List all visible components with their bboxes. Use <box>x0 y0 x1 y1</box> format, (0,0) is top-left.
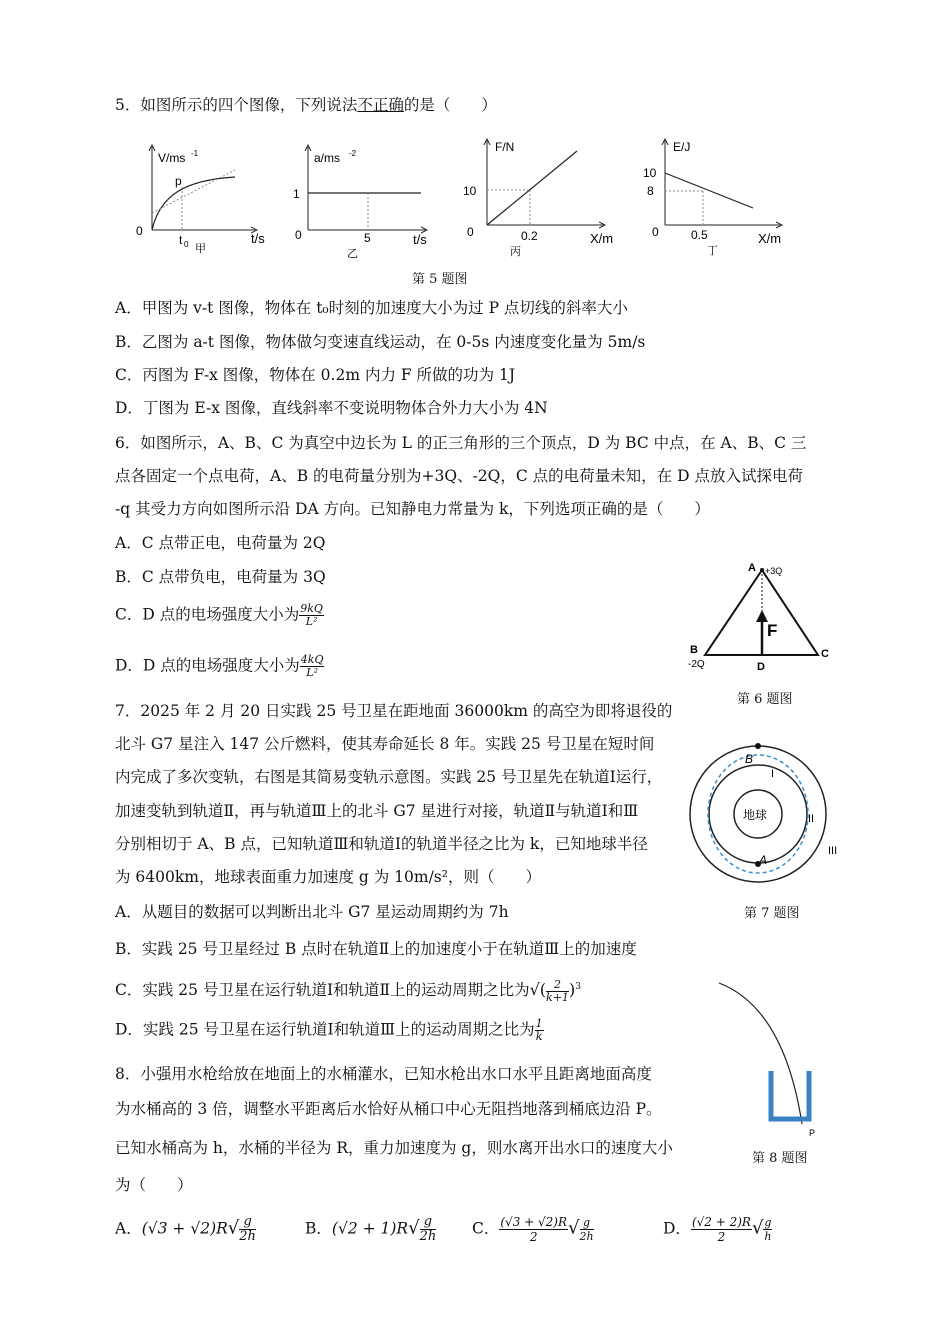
q6-option-a: A．C 点带正电，电荷量为 2Q <box>115 534 326 552</box>
q6-stem-line2: 点各固定一个点电荷，A、B 的电荷量分别为+3Q、-2Q，C 点的电荷量未知，在 D 点放入试探电荷 <box>115 467 803 485</box>
q8-d-den: 2 <box>717 1230 726 1244</box>
jia-tick: t <box>179 233 183 247</box>
q8-a-coef: (√3 + √2)R <box>141 1219 228 1238</box>
q7-d-den: k <box>535 1030 543 1043</box>
ding-y-tick-1: 10 <box>643 166 657 180</box>
q5-figure-caption: 第 5 题图 <box>412 272 468 287</box>
bing-origin: 0 <box>467 225 474 239</box>
q5-option-b: B．乙图为 a-t 图像，物体做匀变速直线运动，在 0-5s 内速度变化量为 5m/s <box>115 333 646 351</box>
q7-stem-line4: 加速变轨到轨道Ⅱ，再与轨道Ⅲ上的北斗 G7 星进行对接，轨道Ⅱ与轨道Ⅰ和Ⅲ <box>115 802 639 820</box>
yi-x-tick: 5 <box>364 231 371 245</box>
q6-option-b: B．C 点带负电，电荷量为 3Q <box>115 568 326 586</box>
q8-b-num: g <box>420 1215 437 1230</box>
jia-curve <box>152 177 235 230</box>
yi-origin: 0 <box>295 228 302 242</box>
q8-stem-line4: 为（ ） <box>115 1176 193 1194</box>
jia-xlabel: t/s <box>251 231 265 246</box>
q6-force-label: F <box>767 621 778 640</box>
q8-stem-line1: 8．小强用水枪给放在地面上的水桶灌水，已知水枪出水口水平且距离地面高度 <box>115 1065 652 1083</box>
ding-y-tick-2: 8 <box>647 184 654 198</box>
q7-c-num: 2 <box>546 979 569 992</box>
q6-d-den: L² <box>306 666 318 679</box>
graph-ding <box>643 140 781 257</box>
q8-c-num: (√3 + √2)R <box>500 1215 568 1229</box>
jia-name: 甲 <box>195 243 206 255</box>
graph-bing <box>463 140 613 258</box>
q7-option-c: C．实践 25 号卫星在运行轨道Ⅰ和轨道Ⅱ上的运动周期之比为√( $\frac{2}{k+1}$ )$^3$ <box>115 977 581 1004</box>
q6-c-num: 9kQ <box>300 602 323 615</box>
q7-label-b: B <box>745 752 754 766</box>
q6-figure-caption: 第 6 题图 <box>737 692 793 707</box>
q6-charge-b: -2Q <box>688 659 705 670</box>
yi-y-tick: 1 <box>293 187 300 201</box>
graph-yi <box>293 147 427 260</box>
q7-c-exp: 3 <box>575 982 581 992</box>
jia-tangent <box>152 170 235 213</box>
q8-bucket <box>771 1071 809 1119</box>
jia-ylabel-sup: -1 <box>191 149 199 158</box>
q5-option-a: A．甲图为 v-t 图像，物体在 t₀时刻的加速度大小为过 P 点切线的斜率大小 <box>115 299 628 317</box>
q7-option-b: B．实践 25 号卫星经过 B 点时在轨道Ⅱ上的加速度小于在轨道Ⅲ上的加速度 <box>115 940 637 958</box>
q6-label-b: B <box>690 644 698 656</box>
jia-point-label: p <box>175 174 182 188</box>
q8-figure-caption: 第 8 题图 <box>752 1151 808 1166</box>
q8-b-den: 2h <box>419 1229 437 1244</box>
q7-label-orbit2: II <box>808 813 815 825</box>
q8-water-trajectory <box>719 983 802 1124</box>
q7-earth-label: 地球 <box>743 808 768 822</box>
q6-stem-line1: 6．如图所示，A、B、C 为真空中边长为 L 的正三角形的三个顶点，D 为 BC 中点，在 A、B、C 三 <box>115 434 807 452</box>
q6-option-c: C．D 点的电场强度大小为 $\frac{9kQ}{\text{L²}}$ <box>115 602 323 628</box>
q7-stem-line1: 7．2025 年 2 月 20 日实践 25 号卫星在距地面 36000km 的高空为即将退役的 <box>115 702 673 720</box>
q6-label-c: C <box>821 648 829 660</box>
ding-name: 丁 <box>707 245 718 257</box>
q8-stem-line3: 已知水桶高为 h，水桶的半径为 R，重力加速度为 g，则水离开出水口的速度大小 <box>115 1139 673 1157</box>
q7-label-a: A <box>759 853 768 867</box>
bing-x-tick: 0.2 <box>521 229 538 243</box>
q7-option-d: D．实践 25 号卫星在运行轨道Ⅰ和轨道Ⅲ上的运动周期之比为 $\frac{1}{k}$ <box>115 1017 543 1043</box>
q7-label-orbit3: III <box>828 845 838 857</box>
bing-y-tick: 10 <box>463 184 477 198</box>
bing-ylabel: F/N <box>495 140 515 154</box>
jia-origin: 0 <box>136 224 143 238</box>
q7-stem-line6: 为 6400km，地球表面重力加速度 g 为 10m/s²，则（ ） <box>115 868 541 886</box>
q7-stem-line3: 内完成了多次变轨，右图是其简易变轨示意图。实践 25 号卫星先在轨道Ⅰ运行， <box>115 768 663 786</box>
q5-figure <box>125 135 805 265</box>
q8-d-rden: h <box>764 1230 772 1243</box>
q8-a-num: g <box>239 1215 256 1230</box>
yi-name: 乙 <box>347 248 358 260</box>
q8-b-coef: (√2 + 1)R <box>331 1219 409 1238</box>
q8-option-c: C． $\frac{(√3 + √2)R}{2}$ √ $\frac{g}{2h}$ <box>472 1215 594 1244</box>
q6-c-den: L² <box>305 615 318 628</box>
q7-label-orbit1: I <box>771 768 775 780</box>
q8-stem-line2: 为水桶高的 3 倍，调整水平距离后水恰好从桶口中心无阻挡地落到桶底边沿 P。 <box>115 1100 662 1118</box>
q6-d-num: 4kQ <box>300 653 324 666</box>
bing-xlabel: X/m <box>590 231 614 246</box>
q8-option-d: D． $\frac{(√2 + 2)R}{2}$ √ $\frac{g}{h}$ <box>663 1215 772 1244</box>
q8-a-den: 2h <box>239 1229 256 1244</box>
q7-c-den: k+1 <box>546 990 569 1004</box>
q8-c-rnum: g <box>580 1216 594 1230</box>
q6-label-d: D <box>757 661 765 673</box>
q8-option-a: A．(√3 + √2)R√ $\frac{g}{2h}$ <box>115 1214 256 1244</box>
bing-name: 丙 <box>510 246 521 258</box>
yi-ylabel-sup: -2 <box>349 149 357 158</box>
bing-line <box>487 151 577 225</box>
q7-figure-caption: 第 7 题图 <box>744 906 800 921</box>
q5-stem: 5．如图所示的四个图像，下列说法不正确的是（ ） <box>115 96 497 114</box>
q8-c-rden: 2h <box>579 1230 594 1243</box>
q7-d-num: 1 <box>535 1017 543 1030</box>
q6-label-a: A <box>748 562 756 574</box>
ding-xlabel: X/m <box>758 231 782 246</box>
q7-point-b <box>755 743 761 749</box>
q8-label-p: P <box>809 1128 816 1138</box>
q7-option-a: A．从题目的数据可以判断出北斗 G7 星运动周期约为 7h <box>115 903 509 921</box>
q6-figure <box>680 560 840 685</box>
q7-stem-line5: 分别相切于 A、B 点，已知轨道Ⅲ和轨道Ⅰ的轨道半径之比为 k，已知地球半径 <box>115 835 648 853</box>
q5-option-d: D．丁图为 E-x 图像，直线斜率不变说明物体合外力大小为 4N <box>115 399 548 417</box>
q8-figure <box>714 978 824 1143</box>
ding-origin: 0 <box>652 225 659 239</box>
yi-xlabel: t/s <box>413 232 427 247</box>
q8-option-b: B．(√2 + 1)R√ $\frac{g}{2h}$ <box>305 1214 437 1244</box>
jia-ylabel: V/ms <box>158 151 186 165</box>
q8-c-den: 2 <box>529 1230 538 1244</box>
q5-option-c: C．丙图为 F-x 图像，物体在 0.2m 内力 F 所做的功为 1J <box>115 366 516 384</box>
jia-tick-sub: 0 <box>184 240 189 249</box>
q7-stem-line2: 北斗 G7 星注入 147 公斤燃料，使其寿命延长 8 年。实践 25 号卫星在短时间 <box>115 735 655 753</box>
q5-emphasis: 不正确 <box>357 96 404 114</box>
q8-d-rnum: g <box>764 1216 772 1229</box>
ding-x-tick: 0.5 <box>691 228 708 242</box>
ding-ylabel: E/J <box>673 140 691 154</box>
q6-charge-a: +3Q <box>765 566 783 576</box>
q7-figure <box>680 736 850 896</box>
yi-ylabel: a/ms <box>314 151 341 165</box>
q8-d-num: (√2 + 2)R <box>691 1215 751 1229</box>
graph-jia <box>136 147 265 255</box>
q6-stem-line3: -q 其受力方向如图所示沿 DA 方向。已知静电力常量为 k，下列选项正确的是（ ） <box>115 500 710 518</box>
q6-option-d: D．D 点的电场强度大小为 $\frac{4kQ}{\text{L²}}$ <box>115 653 324 679</box>
